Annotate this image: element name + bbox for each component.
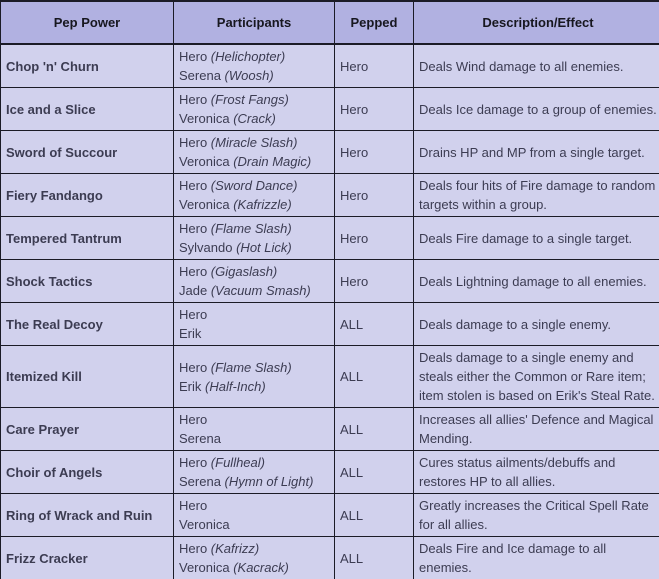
pepped-cell: Hero <box>335 217 414 260</box>
participant-skill-name: (Hymn of Light) <box>220 474 314 489</box>
table-header <box>1 1 659 44</box>
pepped-cell: Hero <box>335 260 414 303</box>
participant-skill-name: (Helichopter) <box>207 49 286 64</box>
pepped-cell: ALL <box>335 346 414 408</box>
participants-cell <box>174 408 335 451</box>
participant-skill-name: (Crack) <box>229 111 276 126</box>
participant-line: Serena (Hymn of Light) <box>179 474 314 489</box>
participant-line: Hero (Sword Dance) <box>179 178 298 193</box>
participant-line: Hero (Helichopter) <box>179 49 286 64</box>
header-description-effect: Description/Effect <box>414 1 659 44</box>
description-cell: Deals Wind damage to all enemies. <box>414 44 659 88</box>
pep-power-cell: Care Prayer <box>1 408 174 451</box>
participant-line: Serena <box>179 431 221 446</box>
description-cell: Drains HP and MP from a single target. <box>414 131 659 174</box>
table-row <box>1 408 659 451</box>
pep-power-cell: Itemized Kill <box>1 346 174 408</box>
description-cell: Cures status ailments/debuffs and restores HP to all allies. <box>414 451 659 494</box>
participants-cell <box>174 346 335 408</box>
pep-power-cell: Sword of Succour <box>1 131 174 174</box>
description-cell: Deals Lightning damage to all enemies. <box>414 260 659 303</box>
description-cell: Increases all allies' Defence and Magical Mending. <box>414 408 659 451</box>
participants-cell <box>174 217 335 260</box>
participant-skill-name: (Woosh) <box>220 68 274 83</box>
header-participants: Participants <box>174 1 335 44</box>
participant-line: Hero (Flame Slash) <box>179 221 292 236</box>
table-row <box>1 303 659 346</box>
participant-line: Veronica <box>179 517 230 532</box>
pep-power-cell: The Real Decoy <box>1 303 174 346</box>
table-row <box>1 260 659 303</box>
participant-skill-name: (Flame Slash) <box>207 221 292 236</box>
participant-skill-name: (Sword Dance) <box>207 178 298 193</box>
pepped-cell: ALL <box>335 451 414 494</box>
description-cell: Deals damage to a single enemy and steals either the Common or Rare item; item stolen is based on Erik's Steal Rate. <box>414 346 659 408</box>
description-cell: Deals four hits of Fire damage to random targets within a group. <box>414 174 659 217</box>
pep-power-cell: Choir of Angels <box>1 451 174 494</box>
pepped-cell: ALL <box>335 408 414 451</box>
participant-line: Hero (Miracle Slash) <box>179 135 298 150</box>
participant-line: Veronica (Kacrack) <box>179 560 289 575</box>
participant-skill-name: (Kafrizz) <box>207 541 260 556</box>
participant-line: Hero (Frost Fangs) <box>179 92 289 107</box>
participant-line: Serena (Woosh) <box>179 68 274 83</box>
participant-line: Erik <box>179 326 202 341</box>
participants-cell <box>174 174 335 217</box>
description-cell: Deals Ice damage to a group of enemies. <box>414 88 659 131</box>
participant-skill-name: (Half-Inch) <box>201 378 266 394</box>
participant-skill-name: (Vacuum Smash) <box>207 283 311 298</box>
table-row <box>1 88 659 131</box>
participant-skill-name: (Kacrack) <box>229 560 289 575</box>
participant-line: Veronica (Crack) <box>179 111 276 126</box>
pep-power-cell: Shock Tactics <box>1 260 174 303</box>
pep-power-cell: Chop 'n' Churn <box>1 44 174 88</box>
participant-line: Veronica (Drain Magic) <box>179 154 312 169</box>
participant-line: Hero <box>179 498 208 513</box>
table-row <box>1 131 659 174</box>
pepped-cell: ALL <box>335 303 414 346</box>
participant-line: Hero <box>179 307 208 322</box>
pepped-cell: ALL <box>335 494 414 537</box>
participants-cell <box>174 537 335 579</box>
pep-power-cell: Tempered Tantrum <box>1 217 174 260</box>
pepped-cell: Hero <box>335 174 414 217</box>
participants-cell <box>174 451 335 494</box>
table-row <box>1 174 659 217</box>
table-row <box>1 44 659 88</box>
pepped-cell: Hero <box>335 131 414 174</box>
description-cell: Deals Fire damage to a single target. <box>414 217 659 260</box>
participant-line: Sylvando (Hot Lick) <box>179 240 292 255</box>
header-row <box>1 1 659 44</box>
participant-line: Veronica (Kafrizzle) <box>179 197 292 212</box>
header-pep-power: Pep Power <box>1 1 174 44</box>
pepped-cell: ALL <box>335 537 414 579</box>
pep-power-cell: Frizz Cracker <box>1 537 174 579</box>
participant-skill-name: (Flame Slash) <box>207 359 292 375</box>
participant-line: Hero (Flame Slash) <box>179 359 292 375</box>
participants-cell <box>174 260 335 303</box>
pepped-cell: Hero <box>335 44 414 88</box>
participant-skill-name: (Hot Lick) <box>232 240 292 255</box>
participant-skill-name: (Kafrizzle) <box>229 197 292 212</box>
participant-skill-name: (Fullheal) <box>207 455 265 470</box>
header-pepped: Pepped <box>335 1 414 44</box>
table-row <box>1 537 659 579</box>
participant-skill-name: (Frost Fangs) <box>207 92 289 107</box>
participant-skill-name: (Drain Magic) <box>229 154 312 169</box>
participants-cell <box>174 494 335 537</box>
participants-cell <box>174 303 335 346</box>
table-row <box>1 451 659 494</box>
participant-line: Jade (Vacuum Smash) <box>179 283 311 298</box>
pep-power-cell: Ice and a Slice <box>1 88 174 131</box>
participant-line: Hero (Fullheal) <box>179 455 265 470</box>
participant-line: Hero <box>179 412 208 427</box>
pep-power-cell: Fiery Fandango <box>1 174 174 217</box>
table-row <box>1 217 659 260</box>
participant-skill-name: (Gigaslash) <box>207 264 278 279</box>
table-row <box>1 346 659 408</box>
participant-line: Erik (Half-Inch) <box>179 378 266 394</box>
participants-cell <box>174 88 335 131</box>
description-cell: Deals Fire and Ice damage to all enemies. <box>414 537 659 579</box>
description-cell: Greatly increases the Critical Spell Rate for all allies. <box>414 494 659 537</box>
participants-cell <box>174 44 335 88</box>
description-cell: Deals damage to a single enemy. <box>414 303 659 346</box>
pepped-cell: Hero <box>335 88 414 131</box>
participants-cell <box>174 131 335 174</box>
pep-power-cell: Ring of Wrack and Ruin <box>1 494 174 537</box>
participant-line: Hero (Gigaslash) <box>179 264 278 279</box>
participant-line: Hero (Kafrizz) <box>179 541 260 556</box>
table-body <box>1 44 659 579</box>
table-row <box>1 494 659 537</box>
participant-skill-name: (Miracle Slash) <box>207 135 298 150</box>
